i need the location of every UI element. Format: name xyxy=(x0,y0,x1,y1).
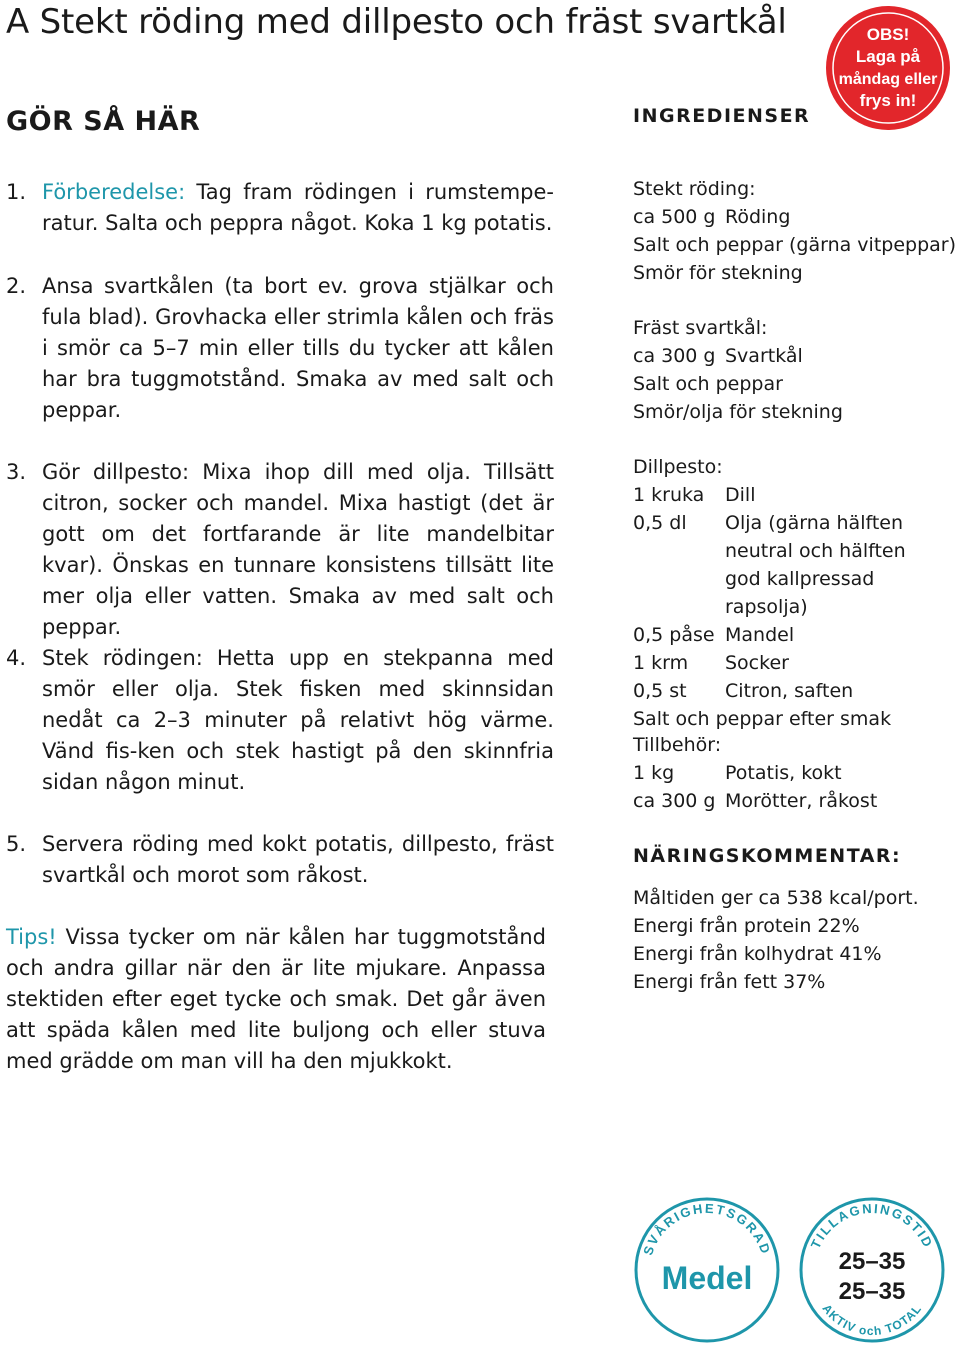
nutrition-line: Energi från kolhydrat 41% xyxy=(633,943,882,965)
step-number: 2. xyxy=(6,274,27,298)
obs-line-3: måndag eller xyxy=(838,71,938,88)
ingredient-amount: 0,5 st xyxy=(633,680,687,702)
step-4 xyxy=(6,643,554,798)
difficulty-value: Medel xyxy=(661,1260,753,1296)
ingredient-group-tillbehor xyxy=(633,731,960,815)
nutrition-heading: NÄRINGSKOMMENTAR: xyxy=(633,845,902,867)
ingredient-row xyxy=(633,509,960,621)
ingredient-amount: ca 300 g xyxy=(633,790,716,812)
ingredient-name: Salt och peppar xyxy=(633,373,783,395)
ingredient-row xyxy=(633,370,960,398)
ingredient-name: Salt och peppar efter smak xyxy=(633,708,892,730)
ingredient-name: Salt och peppar (gärna vitpeppar) xyxy=(633,234,957,256)
ingredient-row xyxy=(633,621,960,649)
nutrition-line: Måltiden ger ca 538 kcal/port. xyxy=(633,887,919,909)
step-number: 5. xyxy=(6,832,27,856)
cooking-time-badge xyxy=(797,1195,947,1345)
ingredient-name: Olja (gärna hälften neutral och hälften god kallpressad rapsolja) xyxy=(725,512,906,618)
ingredient-row xyxy=(633,705,960,733)
step-number: 1. xyxy=(6,180,27,204)
obs-line-2: Laga på xyxy=(855,47,921,66)
ingredient-name: Socker xyxy=(725,652,789,674)
time-active: 25–35 xyxy=(838,1248,906,1275)
step-text: Tag fram rödingen i rumstempe-ratur. Salta och peppra något. Koka 1 kg potatis. xyxy=(42,180,554,235)
group-title: Fräst svartkål: xyxy=(633,317,768,339)
ingredient-name: Citron, saften xyxy=(725,680,854,702)
ingredient-row xyxy=(633,481,960,509)
step-text: Stek rödingen: Hetta upp en stekpanna med smör eller olja. Stek fisken med skinnsidan nedåt ca 2–3 minuter på relativt hög värme. Vänd fis-ken och stek hastigt på den skinnfria sidan någon minut. xyxy=(42,646,554,794)
ingredient-group-roding xyxy=(633,175,960,287)
ingredient-amount: 0,5 påse xyxy=(633,624,715,646)
time-total: 25–35 xyxy=(838,1278,906,1305)
group-title: Dillpesto: xyxy=(633,456,723,478)
difficulty-badge xyxy=(632,1195,782,1345)
step-2 xyxy=(6,271,554,426)
ingredients-heading: INGREDIENSER xyxy=(633,105,811,127)
ingredient-row xyxy=(633,342,960,370)
tips-paragraph xyxy=(6,922,546,1077)
ingredient-name: Smör/olja för stekning xyxy=(633,401,843,423)
nutrition-list xyxy=(633,884,960,996)
step-5 xyxy=(6,829,554,891)
ingredient-row xyxy=(633,787,960,815)
ingredient-amount: ca 500 g xyxy=(633,206,716,228)
step-label: Förberedelse: xyxy=(42,180,186,204)
ingredient-name: Potatis, kokt xyxy=(725,762,842,784)
ingredient-row xyxy=(633,259,960,287)
step-number: 4. xyxy=(6,646,27,670)
ingredient-row xyxy=(633,231,960,259)
ingredient-group-dillpesto xyxy=(633,453,960,733)
step-text: Servera röding med kokt potatis, dillpesto, fräst svartkål och morot som råkost. xyxy=(42,832,554,887)
ingredient-row xyxy=(633,203,960,231)
ingredient-group-svartkal xyxy=(633,314,960,426)
ingredient-name: Smör för stekning xyxy=(633,262,803,284)
step-number: 3. xyxy=(6,460,27,484)
ingredient-name: Dill xyxy=(725,484,756,506)
ingredient-name: Svartkål xyxy=(725,345,803,367)
obs-line-4: frys in! xyxy=(859,91,917,110)
nutrition-line: Energi från protein 22% xyxy=(633,915,860,937)
ingredient-amount: 1 kg xyxy=(633,762,675,784)
time-arc-bottom-label: AKTIV och TOTAL xyxy=(819,1301,925,1339)
ingredient-amount: 1 kruka xyxy=(633,484,705,506)
ingredient-amount: 1 krm xyxy=(633,652,689,674)
ingredient-name: Röding xyxy=(725,206,791,228)
nutrition-line: Energi från fett 37% xyxy=(633,971,826,993)
ingredient-row xyxy=(633,398,960,426)
ingredient-amount: 0,5 dl xyxy=(633,512,687,534)
obs-line-1: OBS! xyxy=(866,25,910,44)
group-title: Tillbehör: xyxy=(633,734,722,756)
ingredient-row xyxy=(633,677,960,705)
step-1 xyxy=(6,177,554,239)
step-text: Gör dillpesto: Mixa ihop dill med olja. Tillsätt citron, socker och mandel. Mixa hastigt (det är gott om det fortfarande är lite mandelbitar kvar). Önskas en tunnare konsistens tillsätt lite mer olja eller vatten. Smaka av med salt och peppar. xyxy=(42,460,554,639)
instructions-heading: GÖR SÅ HÄR xyxy=(6,106,201,137)
tips-label: Tips! xyxy=(6,925,57,949)
difficulty-arc-label: SVÅRIGHETSGRAD xyxy=(640,1200,774,1258)
ingredient-name: Mandel xyxy=(725,624,795,646)
step-3 xyxy=(6,457,554,643)
tips-text: Vissa tycker om när kålen har tuggmotstånd och andra gillar när den är lite mjukare. Anpassa stektiden efter eget tycke och smak. Det går även att späda kålen med lite buljong och eller stuva med grädde om man vill ha den mjukkokt. xyxy=(6,925,546,1073)
group-title: Stekt röding: xyxy=(633,178,756,200)
ingredient-row xyxy=(633,649,960,677)
time-arc-label: TILLAGNINGSTID xyxy=(807,1200,937,1251)
recipe-title: A Stekt röding med dillpesto och fräst svartkål xyxy=(6,2,787,42)
obs-badge xyxy=(822,4,954,132)
ingredient-amount: ca 300 g xyxy=(633,345,716,367)
ingredient-name: Morötter, råkost xyxy=(725,790,878,812)
ingredient-row xyxy=(633,759,960,787)
step-text: Ansa svartkålen (ta bort ev. grova stjälkar och fula blad). Grovhacka eller strimla kålen och fräs i smör ca 5–7 min eller tills du tycker att kålen har bra tuggmotstånd. Smaka av med salt och peppar. xyxy=(42,274,554,422)
